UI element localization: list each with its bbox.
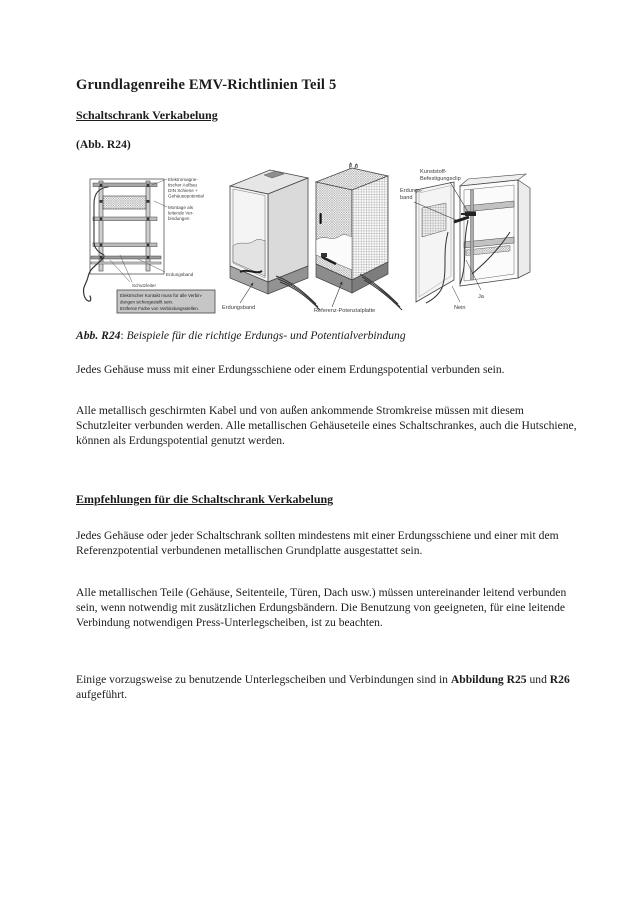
figure-reference: (Abb. R24) bbox=[76, 138, 131, 151]
paragraph-washers-text2: und bbox=[526, 673, 550, 686]
open-cabinet-diagram bbox=[222, 170, 320, 311]
paragraph-reference-potential: Jedes Gehäuse oder jeder Schaltschrank sollten mindestens mit einer Erdungsschiene und einer mit dem Referenzpotential verbundenen metallischen Grundplatte ausgestattet sein. bbox=[76, 529, 559, 558]
door-clip-label-line1: Kunststoff- bbox=[420, 169, 447, 175]
rack-note-box-line2: dungen sichergestellt sein. bbox=[120, 299, 174, 305]
rack-label-schutzleiter: Schutzleiter bbox=[132, 283, 157, 288]
paragraph-metal-parts: Alle metallischen Teile (Gehäuse, Seitenteile, Türen, Dach usw.) müssen untereinander leitend verbunden sein, wenn notwendig mit zusätzlichen Erdungsbändern. Die Benutzung von geeigneten, für eine leitende Verbindung notwendigen Press-Unterlegscheiben, ist zu beachten. bbox=[76, 586, 567, 630]
cabinet-label-erdungsband: Erdungsband bbox=[222, 305, 256, 311]
section-heading-cabling: Schaltschrank Verkabelung bbox=[76, 108, 218, 122]
paragraph-washers-bold1: Abbildung R25 bbox=[450, 673, 527, 686]
door-label-ja: Ja bbox=[478, 294, 484, 300]
mesh-cabinet-label: Referenz-Potenzialplatte bbox=[314, 308, 376, 314]
rack-note-electromagnetic-line2: tischer Aufbau bbox=[168, 182, 198, 188]
paragraph-washers-text1: Einige vorzugsweise zu benutzende Unterlegscheiben und Verbindungen sind in bbox=[76, 673, 451, 686]
mesh-cabinet-diagram bbox=[314, 163, 402, 314]
rack-note-box-line1: Elektrischer Kontakt muss für alle Verbin- bbox=[120, 293, 203, 298]
rack-note-mounting-line3: bindungen bbox=[168, 216, 190, 221]
paragraph-shielded-cables: Alle metallisch geschirmten Kabel und von außen ankommende Stromkreise müssen mit diesem Schutzleiter verbunden werden. Alle metallischen Gehäuseteile eines Schaltschrankes, auch die Hutschiene, können als Erdungspotential genutzt werden. bbox=[76, 404, 577, 448]
rack-diagram bbox=[83, 177, 215, 313]
rack-note-electromagnetic-line3: DIN Schiene + bbox=[168, 188, 198, 193]
section-heading-recommendations: Empfehlungen für die Schaltschrank Verkabelung bbox=[76, 492, 334, 506]
door-cabinet-diagram bbox=[400, 169, 530, 311]
door-band-label-line1: Erdungs- bbox=[400, 188, 423, 194]
page-title: Grundlagenreihe EMV-Richtlinien Teil 5 bbox=[76, 77, 337, 93]
door-label-nein: Nein bbox=[454, 305, 466, 311]
figure-caption-separator: : bbox=[120, 329, 127, 342]
rack-note-mounting-line2: leitende Ver- bbox=[168, 210, 194, 216]
paragraph-washers-bold2: R26 bbox=[549, 673, 570, 686]
figure-abb-r24 bbox=[80, 160, 540, 326]
door-band-label-line2: band bbox=[400, 195, 413, 201]
paragraph-washers-reference bbox=[76, 672, 581, 702]
paragraph-grounding-rail: Jedes Gehäuse muss mit einer Erdungsschiene oder einem Erdungspotential verbunden sein. bbox=[76, 363, 505, 376]
rack-note-mounting-line1: Montage als bbox=[168, 205, 194, 210]
door-clip-label-line2: Befestigungsclip bbox=[420, 176, 461, 182]
rack-label-erdungsband: Erdungsband bbox=[166, 272, 194, 277]
figure-caption-text: Beispiele für die richtige Erdungs- und Potentialverbindung bbox=[126, 329, 406, 342]
paragraph-washers-text3: aufgeführt. bbox=[76, 688, 128, 702]
rack-note-box-line3: Entferne Farbe von Verbindungsstellen. bbox=[120, 306, 200, 311]
figure-caption-label: Abb. R24 bbox=[76, 329, 121, 342]
figure-caption bbox=[76, 329, 406, 342]
rack-note-electromagnetic-line1: Elektromagne- bbox=[168, 177, 198, 182]
rack-note-electromagnetic-line4: Gehäusepotential bbox=[168, 193, 205, 199]
